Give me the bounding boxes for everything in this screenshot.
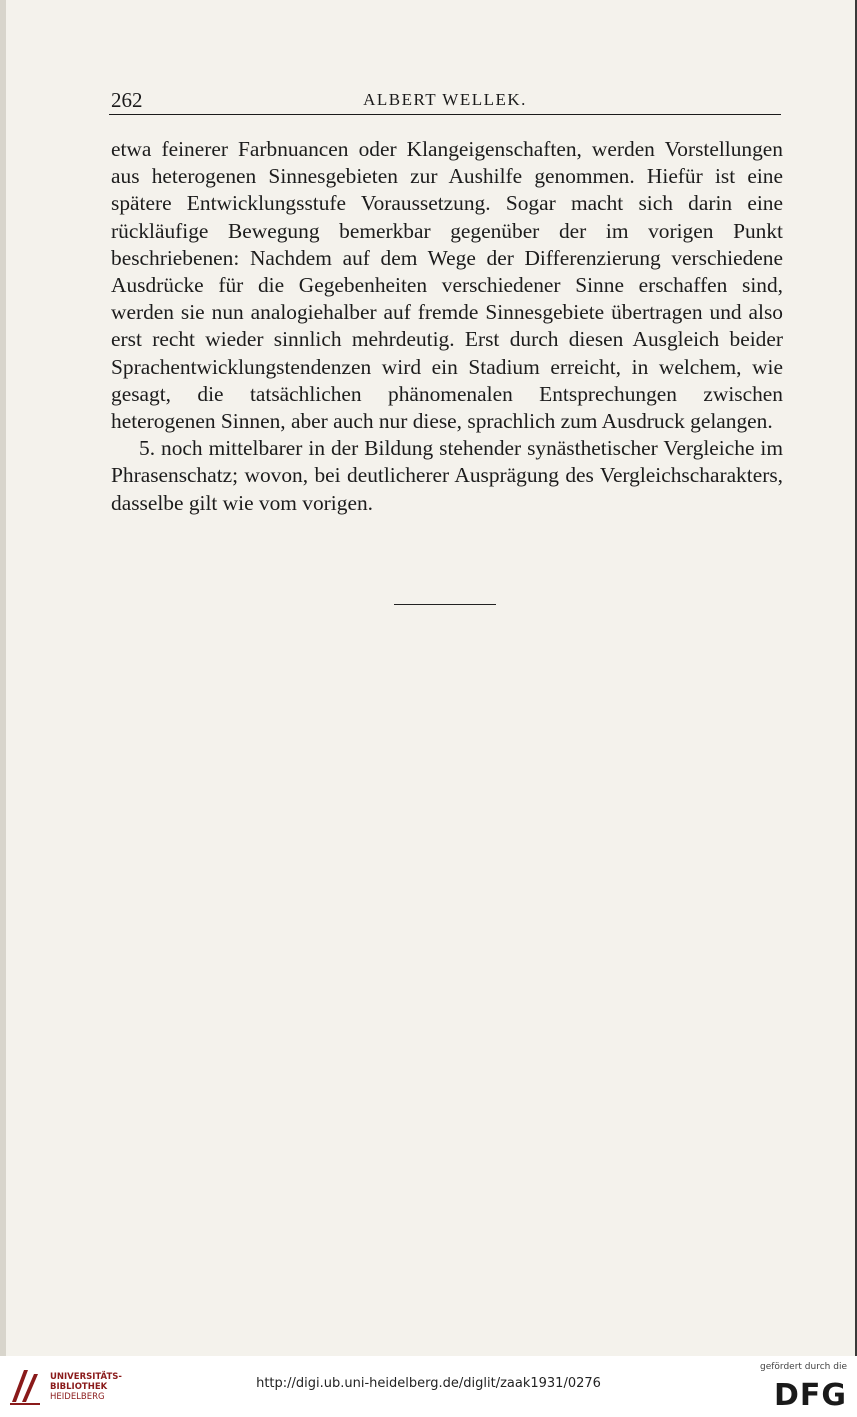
paragraph: etwa feinerer Farbnuancen oder Klangeigenschaften, werden Vorstellungen aus heterogenen Sinnesgebieten zur Aushilfe genommen. Hiefür ist eine spätere Entwicklungsstufe Voraussetzung. Sogar macht sich darin eine rückläufige Bewegung bemerkbar gegenüber der im vorigen Punkt beschriebenen: Nachdem auf dem Wege der Differenzierung verschiedene Ausdrücke für die Gegebenheiten verschiedener Sinne erschaffen sind, werden sie nun analogiehalber auf fremde Sinnesgebiete übertragen und also erst recht wieder sinnlich mehrdeutig. Erst durch diesen Ausgleich beider Sprachentwicklungstendenzen wird ein Stadium erreicht, in welchem, wie gesagt, die tatsächlichen phänomenalen Entsprechungen zwischen heterogenen Sinnen, aber auch nur diese, sprachlich zum Ausdruck gelangen. — [111, 137, 783, 434]
page-header — [109, 88, 781, 115]
library-name: UNIVERSITÄTS- BIBLIOTHEK HEIDELBERG — [50, 1372, 122, 1402]
body-text — [111, 136, 783, 517]
section-rule — [394, 604, 496, 605]
permalink[interactable]: http://digi.ub.uni-heidelberg.de/diglit/zaak1931/0276 — [256, 1376, 601, 1391]
viewer-footer — [0, 1356, 857, 1417]
funded-by-label: gefördert durch die — [760, 1362, 847, 1372]
page-number: 262 — [111, 88, 143, 112]
running-head: ALBERT WELLEK. — [363, 90, 527, 109]
dfg-logo: DFG — [773, 1378, 847, 1413]
paragraph: 5. noch mittelbarer in der Bildung stehender synästhetischer Vergleiche im Phrasenschatz; wovon, bei deutlicherer Ausprägung des Vergleichscharakters, dasselbe gilt wie vom vorigen. — [111, 436, 783, 515]
